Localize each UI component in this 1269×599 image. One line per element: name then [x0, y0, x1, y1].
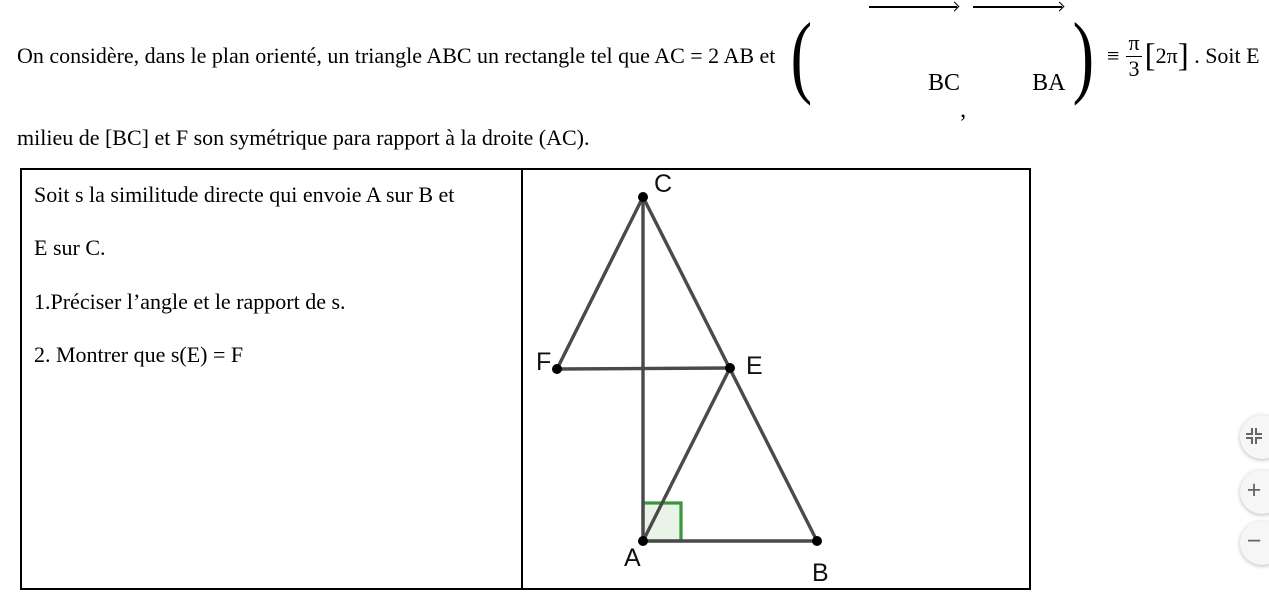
problem-statement-line: E sur C. — [34, 235, 106, 260]
point-label-e: E — [746, 352, 763, 380]
intro-text-before-formula: On considère, dans le plan orienté, un triangle ABC un rectangle tel que AC = 2 AB et — [17, 43, 787, 68]
segment-cf[interactable] — [557, 197, 643, 369]
right-angle-marker — [643, 503, 681, 541]
problem-statement-line: Soit s la similitude directe qui envoie A sur B et — [34, 182, 455, 207]
problem-question-2: 2. Montrer que s(E) = F — [34, 342, 244, 367]
formula-separator: , — [960, 96, 973, 123]
compress-icon — [1245, 423, 1263, 452]
formula-paren-close: ) — [1073, 4, 1095, 107]
point-label-f: F — [536, 348, 552, 376]
intro-line-2: milieu de [BC] et F son symétrique para rapport à la droite (AC). — [17, 125, 590, 150]
point-f[interactable] — [552, 364, 562, 374]
segment-fe[interactable] — [557, 368, 730, 369]
point-c[interactable] — [638, 192, 648, 202]
intro-text-after-formula: . Soit E — [1188, 43, 1260, 68]
vector-bc-label: BC — [928, 69, 961, 96]
segment-ae[interactable] — [643, 368, 730, 541]
problem-question-1: 1.Préciser l’angle et le rapport de s. — [34, 289, 346, 314]
equiv-sign: ≡ — [1107, 43, 1120, 68]
fraction-numerator: π — [1128, 30, 1140, 56]
point-b[interactable] — [812, 536, 822, 546]
point-label-b: B — [812, 559, 829, 587]
fraction-denominator: 3 — [1128, 55, 1140, 81]
point-label-c: C — [654, 170, 673, 198]
point-e[interactable] — [725, 363, 735, 373]
vector-ba-label: BA — [1032, 69, 1066, 96]
formula-paren-open: ( — [791, 4, 813, 107]
modulo-value: 2π — [1155, 43, 1178, 68]
angle-formula: ( BC , BA ) ≡ $\frac{\pi}{3}$ [ 2π ] — [786, 0, 1188, 151]
point-label-a: A — [624, 544, 641, 572]
plus-icon: + — [1246, 476, 1262, 504]
minus-icon: − — [1246, 527, 1262, 555]
